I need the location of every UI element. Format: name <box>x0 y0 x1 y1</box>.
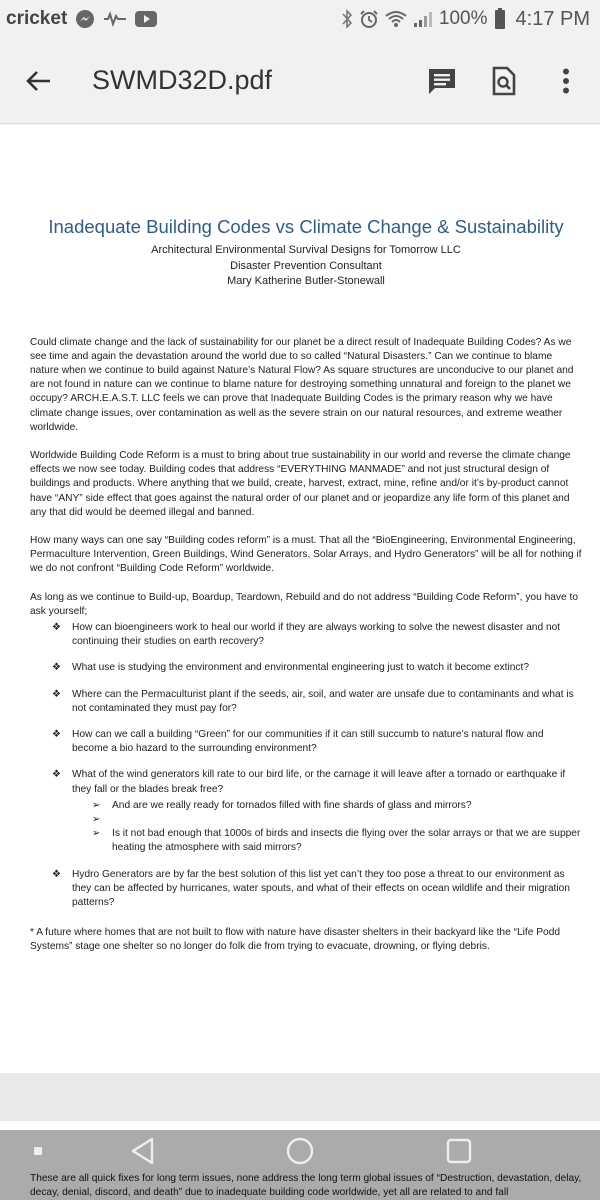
carrier-name: cricket <box>6 8 68 29</box>
next-page-text: These are all quick fixes for long term issues, none address the long term global issues of “Destruction, devastation, delay, decay, denial, discord, and death” due to inadequate building code worldwide, yet all are related to and fall <box>30 1173 582 1198</box>
triangle-back-icon <box>129 1136 155 1166</box>
diamond-bullet-icon: ❖ <box>52 662 61 674</box>
wifi-icon <box>385 10 407 28</box>
footnote: * A future where homes that are not built to flow with nature have disaster shelters in their backyard like the “Life Podd Systems” stage one shelter so no longer do folk die from trying to evacuate, drowning, or flying debris. <box>30 927 561 953</box>
status-bar <box>0 0 600 38</box>
signal-icon <box>413 10 433 28</box>
diamond-bullet-icon: ❖ <box>52 688 61 700</box>
app-bar <box>0 38 600 124</box>
diamond-bullet-icon: ❖ <box>52 769 61 781</box>
back-button[interactable] <box>16 58 62 104</box>
more-options-button[interactable] <box>542 57 590 105</box>
more-vert-icon <box>562 68 570 94</box>
alarm-icon <box>359 9 379 29</box>
bluetooth-icon <box>341 9 353 29</box>
voicemail-icon <box>103 11 127 27</box>
clock: 4:17 PM <box>515 7 590 30</box>
list-item <box>30 768 582 796</box>
square-recents-icon <box>445 1137 473 1165</box>
nav-recents-button[interactable] <box>439 1134 479 1168</box>
file-title: SWMD32D.pdf <box>92 65 273 95</box>
list-item-text: Hydro Generators are by far the best solution of this list yet can’t they too pose a threat to our environment as they can be affected by hurricanes, water spouts, and what of their effects on ocean wildlife and their migration patterns? <box>72 868 570 908</box>
square-dot-icon <box>31 1144 45 1158</box>
battery-percent: 100% <box>438 8 488 29</box>
find-in-document-button[interactable] <box>480 57 528 105</box>
list-item <box>30 728 582 756</box>
comment-button[interactable] <box>418 57 466 105</box>
document-subtitle-author: Mary Katherine Butler-Stonewall <box>227 275 385 287</box>
diamond-bullet-icon: ❖ <box>52 621 61 633</box>
battery-icon <box>494 8 506 30</box>
document-subtitle-role: Disaster Prevention Consultant <box>230 259 382 272</box>
list-item-text: What of the wind generators kill rate to our bird life, or the carnage it will leave after a tornado or earthquake if they fall or the blades break free? <box>72 769 566 795</box>
arrow-bullet-icon: ➢ <box>92 813 101 825</box>
question-list <box>30 621 582 910</box>
list-item-text: What use is studying the environment and environmental engineering just to watch it become extinct? <box>72 662 529 674</box>
list-item-text: Where can the Permaculturist plant if the seeds, air, soil, and water are unsafe due to contaminants and what is not contaminated they must pay for? <box>72 688 574 714</box>
paragraph: Worldwide Building Code Reform is a must to bring about true sustainability in our world and reverse the climate change effects we now see today. Building codes that address “EVERYTHING MANMADE” and not just structural design of buildings and products. Where anything that we build, create, harvest, extract, mine, refine and/or it’s by-product cannot have “ANY” side effect that goes against the natural order of our planet and or jeopardize any life form of this planet and any that did would be deemed illegal and banned. <box>30 449 571 518</box>
youtube-icon <box>135 11 157 27</box>
document-viewer[interactable] <box>0 125 600 1200</box>
sub-list <box>92 799 582 856</box>
pdf-page <box>0 125 600 1073</box>
menu-button[interactable] <box>18 1134 58 1168</box>
diamond-bullet-icon: ❖ <box>52 728 61 740</box>
navigation-bar <box>0 1130 600 1200</box>
list-item <box>30 868 582 911</box>
diamond-bullet-icon: ❖ <box>52 868 61 880</box>
paragraph: As long as we continue to Build-up, Boardup, Teardown, Rebuild and do not address “Building Code Reform”, you have to ask yourself; <box>30 591 579 617</box>
sub-list-item <box>92 799 582 813</box>
paragraph: Could climate change and the lack of sustainability for our planet be a direct result of Inadequate Building Codes? As we see time and again the devastation around the world due to so called “Natural Disasters.” Can we continue to blame nature when we continue to build against Nature’s Natural Flow? As square structures are unconducive to our planet and are not found in nature can we continue to blame nature for destroying something unnatural and foreign to the planet we occupy? ARCH.E.A.S.T. LLC feels we can prove that Inadequate Building Codes is the primary reason why we have climate change issues, over contamination as well as the severe strain on our natural resources, and extreme weather worldwide. <box>30 336 574 433</box>
list-item-text: How can we call a building “Green” for our communities if it can still succumb to nature’s natural flow and become a bio hazard to the surrounding environment? <box>72 728 544 755</box>
list-item-text: How can bioengineers work to heal our world if they are always working to solve the newest disaster and not continuing their studies on earth recovery? <box>72 621 561 648</box>
document-subtitle-company: Architectural Environmental Survival Designs for Tomorrow LLC <box>151 244 461 256</box>
document-title: Inadequate Building Codes vs Climate Change & Sustainability <box>48 216 564 237</box>
list-item <box>30 688 582 716</box>
arrow-bullet-icon: ➢ <box>92 828 101 840</box>
arrow-bullet-icon: ➢ <box>92 799 101 811</box>
sub-list-item <box>92 813 582 827</box>
messenger-icon <box>75 9 95 29</box>
document-search-icon <box>492 66 516 96</box>
sub-list-item <box>92 827 582 855</box>
paragraph: How many ways can one say “Building codes reform” is a must. That all the “BioEngineering, Environmental Engineering, Permaculture Intervention, Green Buildings, Wind Generators, Solar Arrays, and Hydro Generators” will be all for nothing if we do not confront “Building Code Reform” worldwide. <box>30 534 582 575</box>
sub-list-item-text: And are we really ready for tornados filled with fine shards of glass and mirrors? <box>112 799 472 811</box>
sub-list-item-text: Is it not bad enough that 1000s of birds and insects die flying over the solar arrays or that we are supper heating the atmosphere with said mirrors? <box>112 828 581 854</box>
list-item <box>30 661 582 675</box>
comment-icon <box>427 67 457 95</box>
circle-home-icon <box>285 1136 315 1166</box>
nav-back-button[interactable] <box>122 1134 162 1168</box>
arrow-left-icon <box>26 70 52 92</box>
list-item <box>30 621 582 649</box>
nav-home-button[interactable] <box>280 1134 320 1168</box>
